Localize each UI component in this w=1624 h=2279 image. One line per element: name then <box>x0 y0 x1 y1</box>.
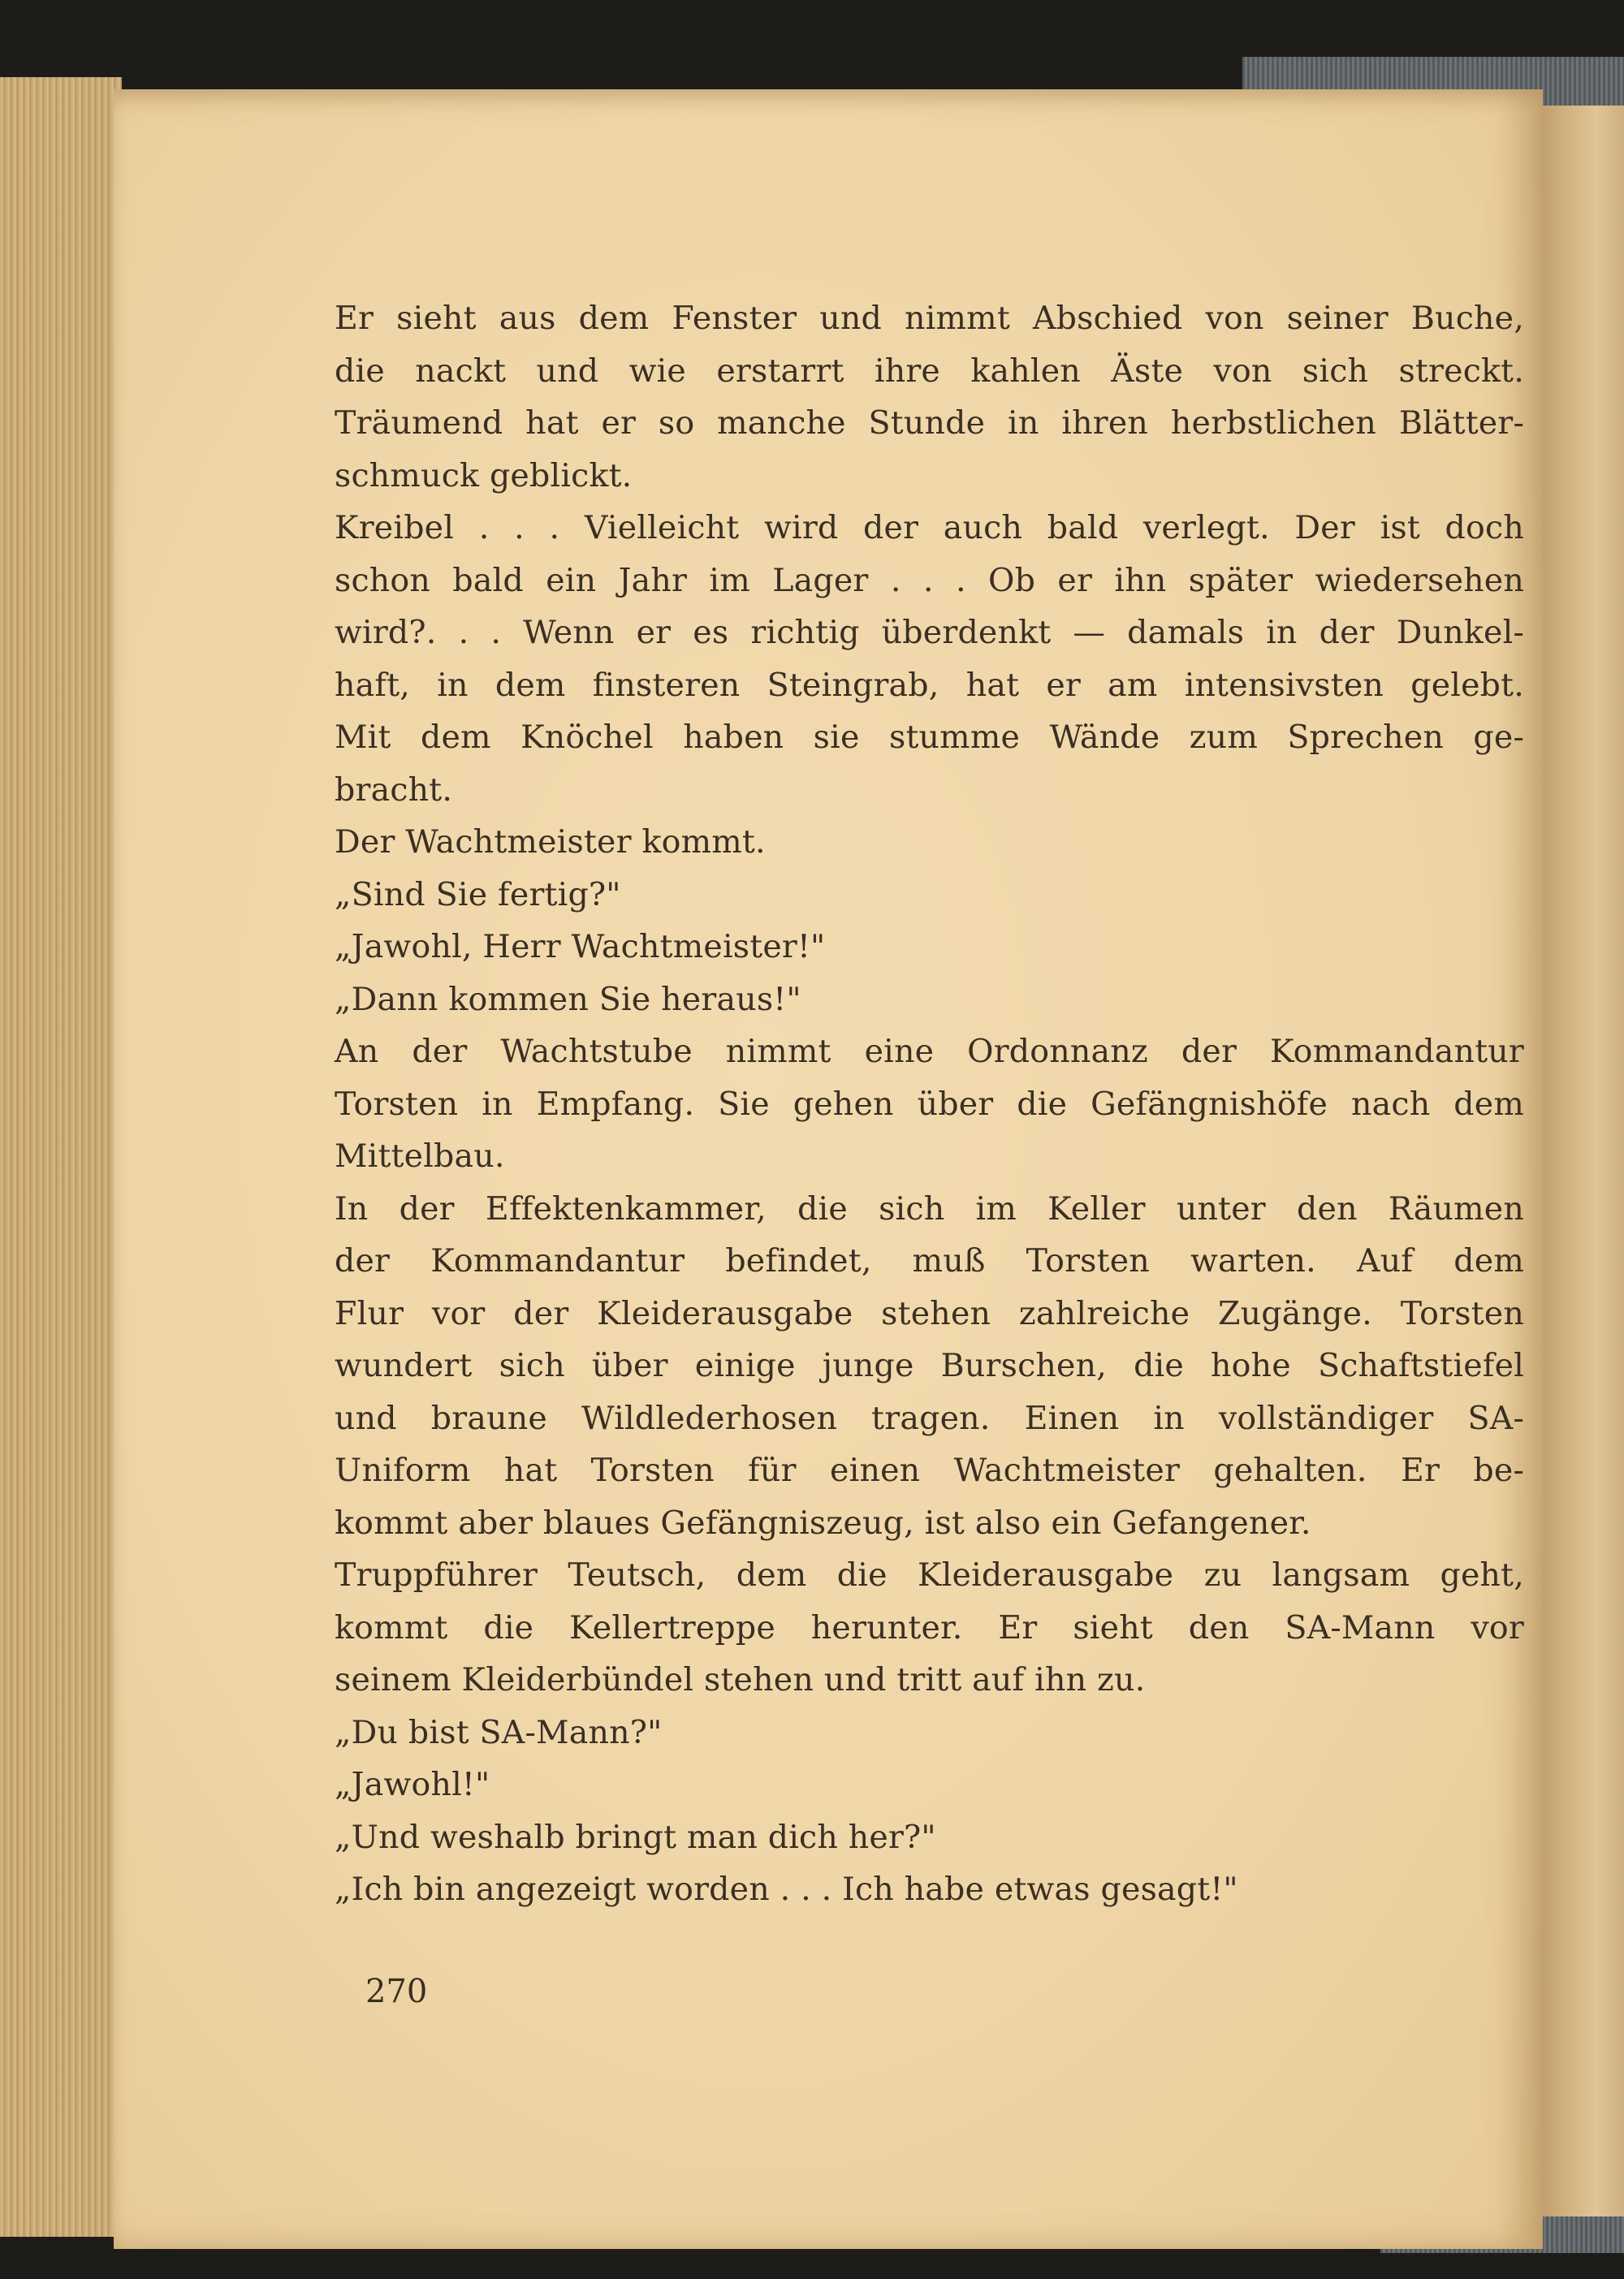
text-line: Truppführer Teutsch, dem die Kleiderausgabe zu langsam geht, <box>335 1556 1524 1594</box>
text-line: An der Wachtstube nimmt eine Ordonnanz der Kommandantur <box>335 1033 1524 1070</box>
text-line: „Und weshalb bringt man dich her?" <box>335 1818 936 1856</box>
text-line: Uniform hat Torsten für einen Wachtmeister gehalten. Er be- <box>335 1452 1524 1489</box>
text-line: „Ich bin angezeigt worden . . . Ich habe etwas gesagt!" <box>335 1871 1238 1908</box>
text-line: „Jawohl!" <box>335 1766 490 1803</box>
text-line: bracht. <box>335 770 453 809</box>
page-text <box>335 292 1524 1916</box>
page-number: 270 <box>365 1973 428 2010</box>
book-binding <box>1531 57 1624 2249</box>
text-line: schon bald ein Jahr im Lager . . . Ob er ihn später wiedersehen <box>335 561 1524 599</box>
text-line: „Dann kommen Sie heraus!" <box>335 980 801 1018</box>
text-line: Flur vor der Kleiderausgabe stehen zahlreiche Zugänge. Torsten <box>335 1294 1524 1332</box>
text-line: Mittelbau. <box>335 1137 505 1175</box>
text-line: die nackt und wie erstarrt ihre kahlen Äste von sich streckt. <box>335 352 1524 390</box>
text-line: Kreibel . . . Vielleicht wird der auch bald verlegt. Der ist doch <box>335 509 1524 546</box>
text-line: und braune Wildlederhosen tragen. Einen in vollständiger SA- <box>335 1399 1524 1437</box>
text-line: „Du bist SA-Mann?" <box>335 1713 663 1751</box>
text-line: der Kommandantur befindet, muß Torsten warten. Auf dem <box>335 1242 1524 1280</box>
text-line: kommt aber blaues Gefängniszeug, ist also ein Gefangener. <box>335 1504 1311 1542</box>
text-line: Er sieht aus dem Fenster und nimmt Abschied von seiner Buche, <box>335 300 1524 337</box>
text-line: haft, in dem finsteren Steingrab, hat er am intensivsten gelebt. <box>335 666 1524 704</box>
book-page <box>114 89 1543 2249</box>
text-line: kommt die Kellertreppe herunter. Er sieht den SA-Mann vor <box>335 1608 1524 1647</box>
text-line: Der Wachtmeister kommt. <box>335 823 766 861</box>
text-line: In der Effektenkammer, die sich im Keller unter den Räumen <box>335 1189 1524 1228</box>
text-line: „Jawohl, Herr Wachtmeister!" <box>335 928 826 965</box>
text-line: wird?. . . Wenn er es richtig überdenkt — damals in der Dunkel- <box>335 614 1524 651</box>
text-line: Mit dem Knöchel haben sie stumme Wände zum Sprechen ge- <box>335 719 1524 756</box>
text-line: „Sind Sie fertig?" <box>335 875 621 913</box>
page-edge-stack <box>0 77 122 2237</box>
text-line: schmuck geblickt. <box>335 456 633 494</box>
text-line: wundert sich über einige junge Burschen, die hohe Schaftstiefel <box>335 1347 1524 1384</box>
text-line: Torsten in Empfang. Sie gehen über die Gefängnishöfe nach dem <box>335 1085 1524 1123</box>
text-line: seinem Kleiderbündel stehen und tritt auf ihn zu. <box>335 1661 1146 1698</box>
text-line: Träumend hat er so manche Stunde in ihren herbstlichen Blätter- <box>335 404 1524 442</box>
